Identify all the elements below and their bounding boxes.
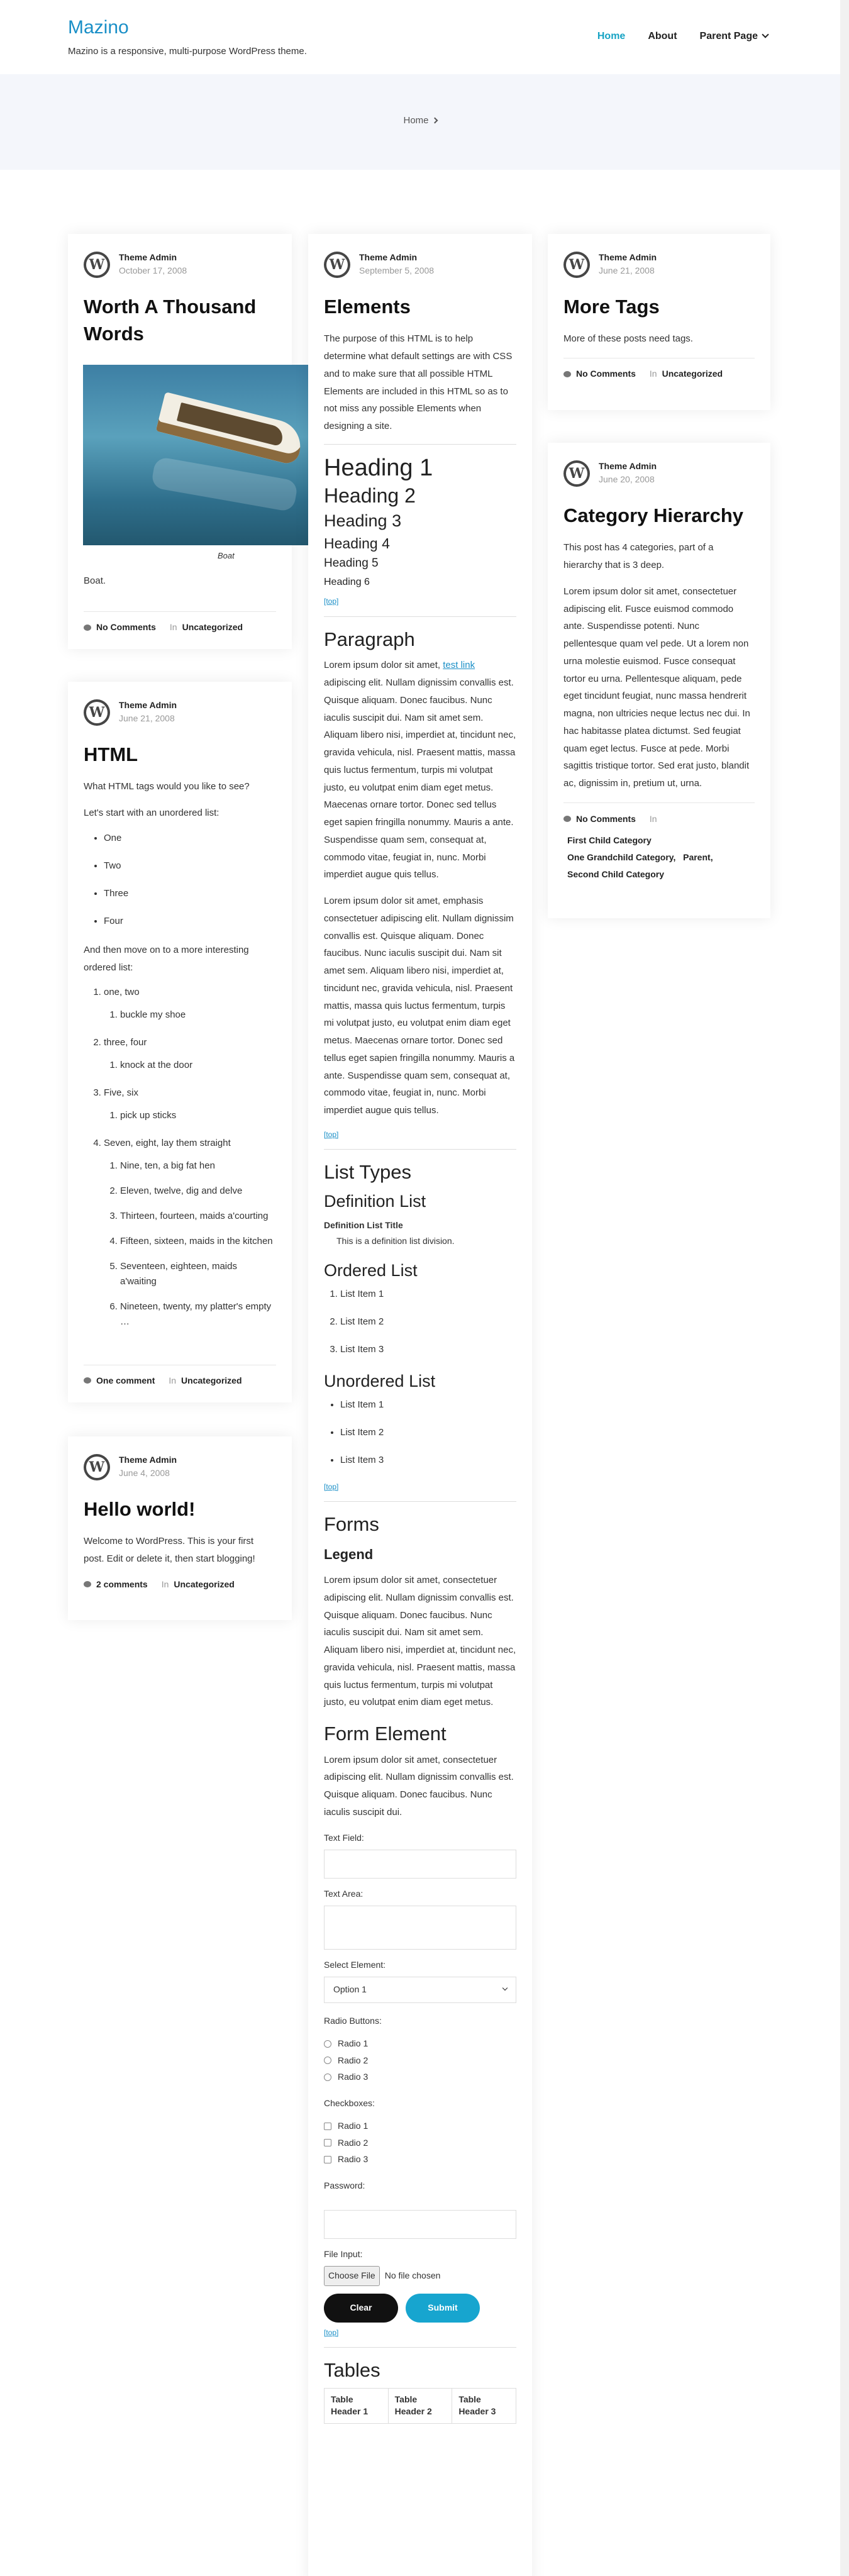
wordpress-avatar-icon [563, 252, 590, 278]
definition-list-heading: Definition List [324, 1191, 426, 1211]
post-date[interactable]: October 17, 2008 [119, 265, 187, 275]
post-date[interactable]: June 21, 2008 [599, 265, 655, 275]
post-card-html [68, 682, 292, 1402]
breadcrumb-home[interactable]: Home [403, 115, 429, 126]
comments-link[interactable]: One comment [96, 1375, 155, 1385]
list-item [104, 985, 276, 1023]
post-card-thousand-words [68, 234, 292, 649]
clear-button[interactable]: Clear [324, 2294, 398, 2323]
post-author [324, 252, 516, 283]
checkbox-group [324, 2118, 516, 2168]
author-name[interactable]: Theme Admin [599, 252, 657, 262]
radio-option[interactable]: Radio 1 [324, 2035, 516, 2052]
category-list: First Child Category One Grandchild Category, Parent, Second Child Category [563, 832, 755, 882]
definition-description: This is a definition list division. [336, 1235, 455, 1246]
choose-file-button[interactable]: Choose File [324, 2266, 380, 2285]
in-label: In [649, 813, 657, 824]
divider [324, 1149, 516, 1150]
list-item [104, 1136, 276, 1330]
post-title[interactable]: Worth A Thousand Words [84, 296, 257, 345]
radio-group [324, 2035, 516, 2085]
post-title[interactable]: Category Hierarchy [563, 504, 744, 526]
boat-image [83, 365, 341, 545]
nested-list [104, 1158, 276, 1330]
divider [324, 1501, 516, 1502]
post-card-more-tags [548, 234, 770, 410]
ordered-list [84, 985, 276, 1330]
category-link[interactable]: Uncategorized [182, 622, 243, 632]
main-nav [597, 28, 768, 46]
post-meta [84, 1577, 276, 1592]
checkbox-label: Checkboxes: [324, 2098, 375, 2109]
list-item: 3. Thirteen, fourteen, maids a'courting [120, 1209, 276, 1224]
author-name[interactable]: Theme Admin [119, 700, 177, 710]
breadcrumb [0, 112, 840, 129]
list-item: • Four [104, 914, 276, 929]
text-field[interactable] [324, 1850, 516, 1879]
table-header: Table Header 2 [388, 2388, 452, 2423]
wordpress-avatar-icon [84, 1454, 110, 1480]
chevron-right-icon [431, 118, 438, 124]
in-label: In [169, 622, 177, 632]
post-title[interactable]: HTML [84, 743, 138, 765]
password-field[interactable] [324, 2210, 516, 2239]
post-title[interactable]: More Tags [563, 296, 660, 318]
radio-option[interactable]: Radio 3 [324, 2068, 516, 2085]
comment-icon [563, 371, 571, 377]
paragraph: Lorem ipsum dolor sit amet, consectetuer adipiscing elit. Nullam dignissim convallis est. Quisque aliquam. Donec faucibus. Nunc iaculis suscipit dui. [324, 1754, 514, 1818]
comment-icon [563, 816, 571, 822]
comment-icon [84, 625, 91, 631]
category-link[interactable]: One Grandchild Category [567, 852, 674, 863]
checkbox-option[interactable]: Radio 3 [324, 2151, 516, 2168]
radio-label: Radio Buttons: [324, 2016, 382, 2026]
list-item [104, 1035, 276, 1073]
in-label: In [169, 1375, 177, 1385]
table-header: Table Header 3 [452, 2388, 516, 2423]
page-hero [0, 74, 840, 170]
comments-link[interactable]: No Comments [576, 813, 636, 824]
nav-about[interactable]: About [648, 31, 677, 42]
post-author [563, 460, 755, 492]
sample-table [324, 2388, 516, 2424]
list-item-label: Seven, eight, lay them straight [104, 1138, 231, 1149]
comments-link[interactable]: 2 comments [96, 1579, 148, 1589]
text-area-label: Text Area: [324, 1888, 363, 1899]
top-link[interactable]: [top] [324, 2328, 339, 2337]
post-title[interactable]: Elements [324, 296, 411, 318]
checkbox-icon[interactable] [324, 2139, 331, 2146]
password-label: Password: [324, 2180, 365, 2191]
select-label: Select Element: [324, 1959, 386, 1970]
nested-list [104, 1058, 276, 1073]
post-card-elements [308, 234, 532, 2576]
paragraph: Lorem ipsum dolor sit amet, emphasis consectetuer adipiscing elit. Nullam dignissim convallis est. Quisque aliquam. Donec faucibus. Nunc iaculis suscipit dui. Nam sit amet sem. Aliquam libero nisi, imperdiet at, tincidunt nec, gravida vehicula, nisl. Praesent mattis, massa quis luctus fermentum, turpis mi volutpat justo, eu volutpat enim diam eget metus. Maecenas ornare tortor. Donec sed tellus eget sapien fringilla nonummy. Mauris a ante. Suspendisse quam sem, consequat at, commodo vitae, feugiat in, nunc. Morbi imperdiet augue quis tellus. [324, 896, 515, 1116]
list-item: 5. Seventeen, eighteen, maids a'waiting [120, 1259, 276, 1289]
list-item: 6. Nineteen, twenty, my platter's empty … [120, 1299, 276, 1330]
heading-2: Heading 2 [324, 484, 416, 508]
post-author [84, 699, 276, 731]
nav-home[interactable]: Home [597, 31, 626, 42]
list-item: 2. List Item 2 [340, 1314, 516, 1330]
list-item: • Three [104, 886, 276, 901]
in-label: In [649, 369, 657, 379]
unordered-list-heading: Unordered List [324, 1371, 436, 1391]
author-name[interactable]: Theme Admin [599, 461, 657, 471]
table-header: Table Header 1 [325, 2388, 389, 2423]
divider [324, 444, 516, 445]
list-item: 1. pick up sticks [120, 1108, 276, 1123]
file-input-label: File Input: [324, 2249, 363, 2260]
list-item: 4. Fifteen, sixteen, maids in the kitchen [120, 1234, 276, 1249]
site-header [0, 0, 840, 74]
forms-heading: Forms [324, 1513, 379, 1536]
post-date[interactable]: June 20, 2008 [599, 474, 655, 484]
post-excerpt: More of these posts need tags. [563, 333, 693, 345]
post-meta [563, 358, 755, 382]
top-link[interactable]: [top] [324, 1482, 339, 1491]
radio-icon[interactable] [324, 2040, 331, 2048]
select-element[interactable] [324, 1977, 516, 2003]
heading-4: Heading 4 [324, 535, 390, 552]
file-status: No file chosen [384, 2270, 441, 2281]
paragraph: And then move on to a more interesting ordered list: [84, 944, 249, 973]
site-title[interactable]: Mazino [68, 17, 129, 38]
category-link[interactable]: Uncategorized [662, 369, 723, 379]
wordpress-avatar-icon [84, 699, 110, 726]
post-card-category-hierarchy [548, 443, 770, 918]
divider [324, 616, 516, 617]
post-excerpt: Boat. [84, 575, 106, 586]
list-item-label: three, four [104, 1037, 147, 1048]
nav-parent-page[interactable] [700, 28, 768, 46]
select-value: Option 1 [333, 1984, 367, 1995]
category-link[interactable]: Uncategorized [174, 1579, 235, 1589]
list-types-heading: List Types [324, 1161, 412, 1184]
heading-5: Heading 5 [324, 557, 379, 570]
paragraph-heading: Paragraph [324, 628, 415, 650]
post-meta [84, 611, 276, 635]
tables-heading: Tables [324, 2359, 380, 2382]
chevron-down-icon [502, 1985, 508, 1990]
list-item: • One [104, 831, 276, 846]
form-buttons [324, 2294, 516, 2323]
image-caption: Boat [218, 551, 235, 560]
site-description: Mazino is a responsive, multi-purpose WordPress theme. [68, 46, 307, 57]
category-link[interactable]: First Child Category [567, 835, 652, 846]
list-item: 1. Nine, ten, a big fat hen [120, 1158, 276, 1174]
author-name[interactable]: Theme Admin [119, 252, 177, 262]
heading-3: Heading 3 [324, 511, 402, 530]
unordered-list [84, 831, 276, 929]
author-name[interactable]: Theme Admin [359, 252, 418, 262]
list-item: • List Item 1 [340, 1397, 516, 1413]
comment-icon [84, 1377, 91, 1384]
author-name[interactable]: Theme Admin [119, 1455, 177, 1465]
post-title[interactable]: Hello world! [84, 1498, 196, 1520]
paragraph: Lorem ipsum dolor sit amet, consectetuer adipiscing elit. Fusce euismod commodo ante. Suspendisse potenti. Nunc pellentesque quam vel pede. Ut a lorem non urna molestie euismod. Fusce consequat tortor eu urna. Pellentesque aliquam, pede eget tincidunt feugiat, nunc massa hendrerit magna, non ultricies neque lectus nec dui. In hac habitasse platea dictumst. Sed feugiat quam eget lectus. Fusce at pede. Morbi sagittis tristique tortor. Sed erat justo, blandit ac, dignissim in, pretium ut, urna. [563, 586, 750, 789]
divider [324, 2347, 516, 2348]
comments-link[interactable]: No Comments [576, 369, 636, 379]
test-link[interactable]: test link [443, 660, 475, 671]
list-item: • Two [104, 858, 276, 874]
text-area[interactable] [324, 1906, 516, 1950]
radio-icon[interactable] [324, 2057, 331, 2064]
paragraph: What HTML tags would you like to see? [84, 781, 250, 792]
category-link[interactable]: Second Child Category [567, 869, 665, 879]
nested-list [104, 1008, 276, 1023]
wordpress-avatar-icon [84, 252, 110, 278]
heading-1: Heading 1 [324, 454, 433, 481]
radio-icon[interactable] [324, 2074, 331, 2081]
text-field-label: Text Field: [324, 1832, 364, 1843]
heading-6: Heading 6 [324, 576, 370, 587]
nav-parent-page-label[interactable]: Parent Page [699, 31, 758, 42]
top-link[interactable]: [top] [324, 1130, 339, 1139]
unordered-list [324, 1397, 516, 1468]
post-card-hello-world [68, 1436, 292, 1620]
paragraph: Lorem ipsum dolor sit amet, consectetuer adipiscing elit. Nullam dignissim convallis est. Quisque aliquam. Donec faucibus. Nunc iaculis suscipit dui. Nam sit amet sem. Aliquam libero nisi, imperdiet at, tincidunt nec, gravida vehicula, nisl. Praesent mattis, massa quis luctus fermentum, turpis mi volutpat justo, eu volutpat enim diam eget metus. [324, 1575, 516, 1708]
category-link[interactable]: Uncategorized [181, 1375, 242, 1385]
list-item-label: one, two [104, 987, 140, 998]
list-item: 1. knock at the door [120, 1058, 276, 1073]
intro-paragraph: The purpose of this HTML is to help determine what default settings are with CSS and to make sure that all possible HTML Elements are included in this HTML so as to not miss any possible Elements when designing a site. [324, 333, 513, 432]
list-item: • List Item 3 [340, 1453, 516, 1468]
post-author [84, 252, 276, 283]
definition-term: Definition List Title [324, 1219, 403, 1230]
post-author [563, 252, 755, 283]
post-excerpt: Welcome to WordPress. This is your first post. Edit or delete it, then start blogging! [84, 1536, 255, 1565]
file-input [324, 2266, 516, 2285]
list-item: 2. Eleven, twelve, dig and delve [120, 1184, 276, 1199]
post-author [84, 1454, 276, 1485]
paragraph: Lorem ipsum dolor sit amet, test link adipiscing elit. Nullam dignissim convallis est. Quisque aliquam. Donec faucibus. Nunc iaculis suscipit dui. Nam sit amet sem. Aliquam libero nisi, imperdiet at, tincidunt nec, gravida vehicula, nisl. Praesent mattis, massa quis luctus fermentum, turpis mi volutpat justo, eu volutpat enim diam eget metus. Maecenas ornare tortor. Donec sed tellus eget sapien fringilla nonummy. Mauris a ante. Suspendisse quam sem, consequat at, commodo vitae, feugiat in, nunc. Morbi imperdiet augue quis tellus. [324, 660, 516, 880]
wordpress-avatar-icon [324, 252, 350, 278]
radio-option[interactable]: Radio 2 [324, 2052, 516, 2069]
top-link[interactable]: [top] [324, 597, 339, 606]
comment-icon [84, 1581, 91, 1587]
post-meta [84, 1365, 276, 1389]
ordered-list [324, 1287, 516, 1357]
category-link[interactable]: Parent [683, 852, 711, 863]
post-meta [563, 802, 755, 882]
nested-list [104, 1108, 276, 1123]
checkbox-icon[interactable] [324, 2123, 331, 2130]
wordpress-avatar-icon [563, 460, 590, 487]
list-item: 3. List Item 3 [340, 1342, 516, 1357]
chevron-down-icon [762, 31, 769, 38]
list-item [104, 1085, 276, 1123]
legend-heading: Legend [324, 1546, 374, 1562]
post-date[interactable]: June 21, 2008 [119, 713, 175, 723]
checkbox-icon[interactable] [324, 2156, 331, 2163]
post-date[interactable]: June 4, 2008 [119, 1467, 170, 1478]
ordered-list-heading: Ordered List [324, 1260, 418, 1280]
list-item: 1. List Item 1 [340, 1287, 516, 1302]
page-scrollbar[interactable] [840, 0, 849, 2576]
list-item: 1. buckle my shoe [120, 1008, 276, 1023]
form-element-heading: Form Element [324, 1723, 447, 1745]
submit-button[interactable]: Submit [406, 2294, 480, 2323]
list-item: • List Item 2 [340, 1425, 516, 1440]
paragraph: This post has 4 categories, part of a hierarchy that is 3 deep. [563, 542, 714, 571]
post-date[interactable]: September 5, 2008 [359, 265, 435, 275]
checkbox-option[interactable]: Radio 2 [324, 2135, 516, 2151]
in-label: In [161, 1579, 169, 1589]
paragraph: Let's start with an unordered list: [84, 808, 219, 819]
list-item-label: Five, six [104, 1087, 139, 1099]
comments-link[interactable]: No Comments [96, 622, 156, 632]
checkbox-option[interactable]: Radio 1 [324, 2118, 516, 2135]
